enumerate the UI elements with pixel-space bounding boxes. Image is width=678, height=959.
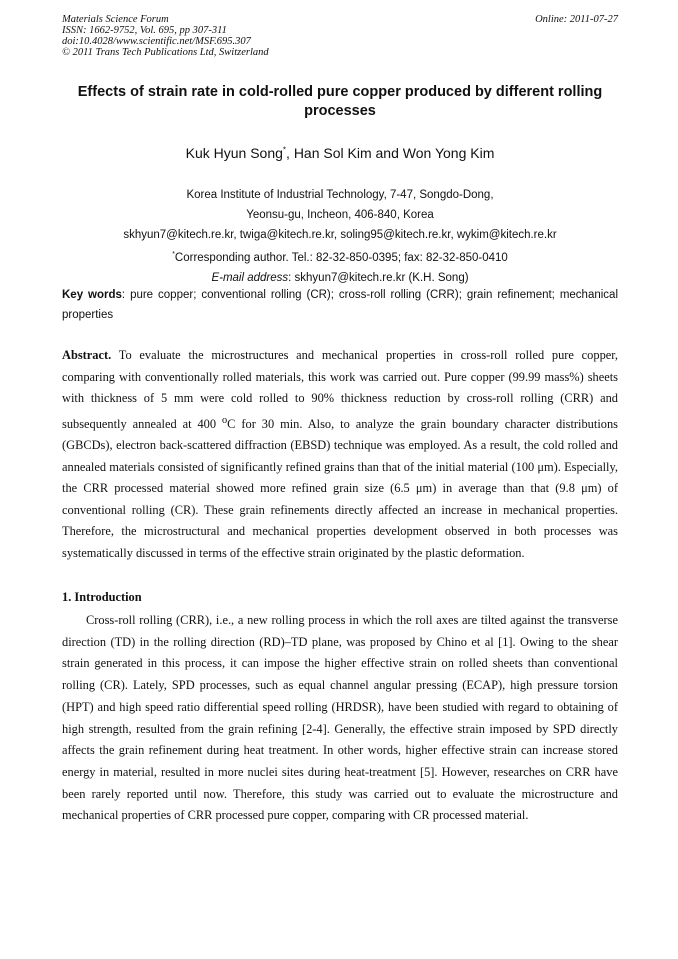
email-label: E-mail address: [211, 271, 289, 284]
online-date: Online: 2011-07-27: [535, 14, 618, 25]
abstract-text-1: To evaluate the microstructures and mechanical properties in cross-roll rolled pure copper, comparing with conventionally rolled materials, this work was carried out. Pure copper (99.99 mass%) sheets with thickness of 5 mm were cold rolled to 90% thickness reduction by cross-roll rolling (CRR) and subsequently annealed at 400: [62, 348, 618, 431]
abstract-label: Abstract.: [62, 348, 112, 362]
corresponding-author-info: [62, 245, 618, 268]
page-header: [62, 14, 618, 58]
author-emails: skhyun7@kitech.re.kr, twiga@kitech.re.kr, soling95@kitech.re.kr, wykim@kitech.re.kr: [123, 229, 557, 241]
copyright-line: © 2011 Trans Tech Publications Ltd, Switzerland: [62, 47, 269, 58]
author-list: [62, 145, 618, 161]
journal-name: Materials Science Forum: [62, 14, 169, 25]
section-heading-introduction: 1. Introduction: [62, 590, 142, 604]
email-value: : skhyun7@kitech.re.kr (K.H. Song): [288, 271, 469, 284]
corresponding-marker: *: [282, 145, 287, 155]
doi-line: doi:10.4028/www.scientific.net/MSF.695.307: [62, 36, 251, 47]
issn-line: ISSN: 1662-9752, Vol. 695, pp 307-311: [62, 25, 227, 36]
affiliation-line-1: Korea Institute of Industrial Technology, 7-47, Songdo-Dong,: [186, 189, 494, 201]
affiliation-block: [62, 185, 618, 288]
abstract: [62, 345, 618, 564]
affiliation-line-2: Yeonsu-gu, Incheon, 406-840, Korea: [246, 209, 434, 221]
degree-superscript: o: [222, 414, 228, 426]
abstract-text-2: C for 30 min. Also, to analyze the grain boundary character distributions (GBCDs), electron back-scattered diffraction (EBSD) technique was employed. As a result, the cold rolled and annealed materials consisted of significantly refined grains than that of the initial material (100 μm). Especially, the CRR processed material showed more refined grain size (6.5 μm) in average than that (9.8 μm) of conventional rolling (CR). These grain refinements directly affected an increase in mechanical properties. Therefore, the microstructural and mechanical properties development observed in both processes was systematically discussed in terms of the effective strain originated by the plastic deformation.: [62, 416, 618, 560]
other-authors: , Han Sol Kim and Won Yong Kim: [286, 145, 495, 161]
keywords-text: : pure copper; conventional rolling (CR); cross-roll rolling (CRR); grain refinement; mechanical properties: [62, 289, 618, 321]
keywords: [62, 285, 618, 325]
introduction-paragraph: Cross-roll rolling (CRR), i.e., a new rolling process in which the roll axes are tilted against the transverse direction (TD) in the rolling direction (RD)–TD plane, was proposed by Chino et al [1]. Owing to the shear strain generated in this process, it can impose the higher effective strain on rolled sheets than conventional rolling (CR). Lately, SPD processes, such as equal channel angular pressing (ECAP), high pressure torsion (HPT) and high speed ratio differential speed rolling (HRDSR), have been studied with regard to obtaining of high strength, resulted from the grain refining [2-4]. Generally, the effective strain imposed by SPD directly affects the grain refinement during heat treatment. In other words, higher effective strain can increase stored energy in material, resulted in more nuclei sites during heat-treatment [5]. However, researches on CRR have been rarely reported until now. Therefore, this study was carried out to evaluate the microstructure and mechanical properties of CRR processed pure copper, comparing with CR processed material.: [62, 613, 618, 823]
corresponding-mark: *: [172, 251, 175, 258]
first-author: Kuk Hyun Song: [185, 145, 283, 161]
keywords-label: Key words: [62, 289, 122, 301]
corresponding-text: Corresponding author. Tel.: 82-32-850-0395; fax: 82-32-850-0410: [174, 251, 508, 264]
paper-title: Effects of strain rate in cold-rolled pure copper produced by different rolling processes: [77, 84, 603, 119]
